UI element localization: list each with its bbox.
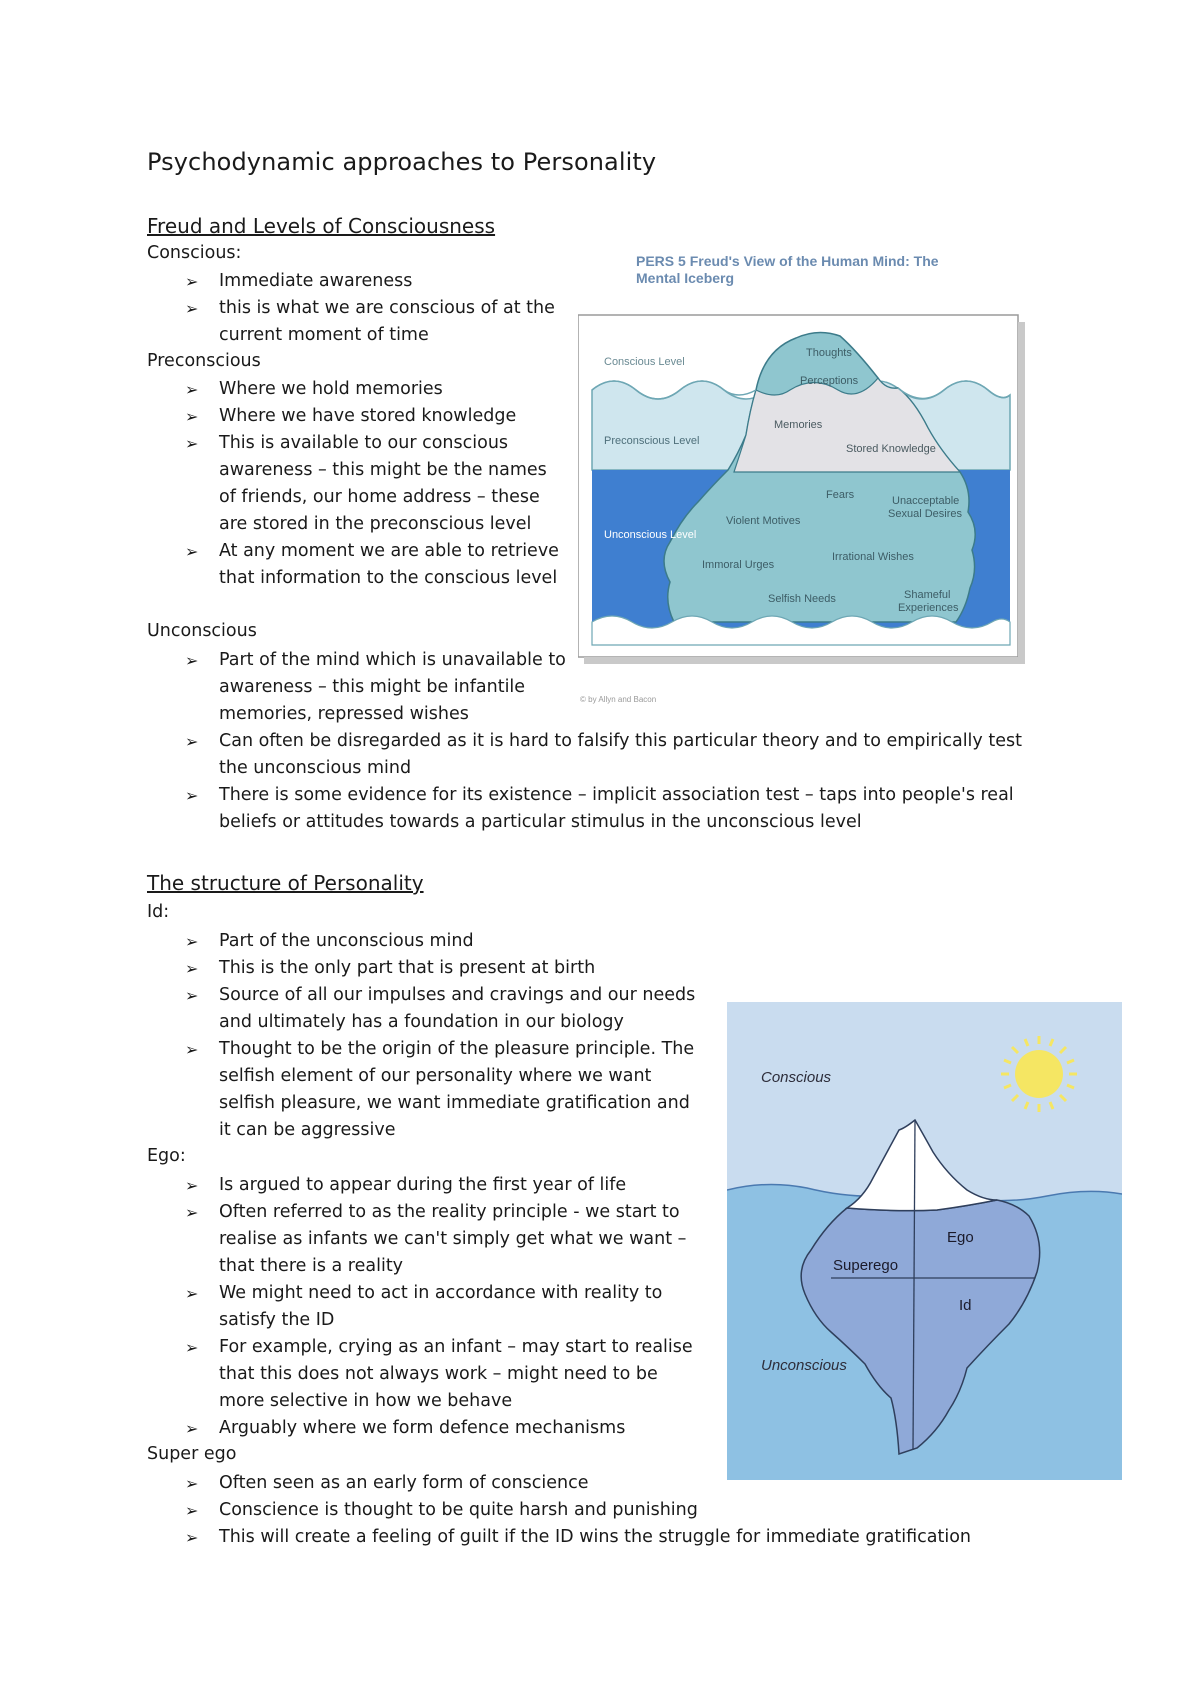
figure-title-line1: PERS 5 Freud's View of the Human Mind: The [636,253,939,269]
list-item: ➢ Arguably where we form defence mechanisms [185,1415,707,1442]
label-ego: Ego [947,1229,974,1246]
label-conscious: Conscious [761,1069,832,1086]
label-stored-knowledge: Stored Knowledge [846,443,936,455]
list-item: ➢ this is what we are conscious of at the current moment of time [185,295,555,349]
conscious-list [185,268,555,349]
unconscious-label: Unconscious [147,621,257,641]
figure-credit: © by Allyn and Bacon [580,695,657,704]
id-list [185,928,707,1144]
label-irrational-wishes: Irrational Wishes [832,551,914,563]
arrow-bullet-icon: ➢ [185,542,199,561]
label-shameful-line1: Shameful [904,589,951,601]
label-thoughts: Thoughts [806,347,852,359]
preconscious-label: Preconscious [147,351,261,371]
page-title: Psychodynamic approaches to Personality [147,148,657,176]
label-selfish-needs: Selfish Needs [768,593,836,605]
list-item: ➢ For example, crying as an infant – may start to realise that this does not always work – might need to be more selective in how we behave [185,1334,707,1415]
preconscious-list [185,376,560,592]
label-unconscious: Unconscious [761,1357,847,1374]
arrow-bullet-icon: ➢ [185,1474,199,1493]
label-shameful-line2: Experiences [898,602,959,614]
arrow-bullet-icon: ➢ [185,932,199,951]
list-item: ➢ This will create a feeling of guilt if the ID wins the struggle for immediate gratification [185,1524,1045,1551]
arrow-bullet-icon: ➢ [185,1338,199,1357]
arrow-bullet-icon: ➢ [185,1284,199,1303]
arrow-bullet-icon: ➢ [185,651,199,670]
arrow-bullet-icon: ➢ [185,959,199,978]
arrow-bullet-icon: ➢ [185,1501,199,1520]
id-label: Id: [147,902,170,922]
list-item: ➢ At any moment we are able to retrieve that information to the conscious level [185,538,560,592]
label-perceptions: Perceptions [800,375,859,387]
arrow-bullet-icon: ➢ [185,986,199,1005]
list-item: ➢ This is the only part that is present at birth [185,955,707,982]
personality-iceberg-diagram [727,1002,1122,1480]
personality-iceberg-figure [727,1002,1122,1480]
section-heading-structure: The structure of Personality [147,871,424,895]
arrow-bullet-icon: ➢ [185,1040,199,1059]
list-item: ➢ Often seen as an early form of conscience [185,1470,1045,1497]
ego-label: Ego: [147,1146,186,1166]
label-memories: Memories [774,419,823,431]
label-immoral-urges: Immoral Urges [702,559,775,571]
ego-list [185,1172,707,1442]
label-conscious-level: Conscious Level [604,356,685,368]
list-item: ➢ There is some evidence for its existence – implicit association test – taps into people's real beliefs or attitudes towards a particular stimulus in the unconscious level [185,782,1055,836]
list-item: ➢ Where we hold memories [185,376,560,403]
list-item: ➢ This is available to our conscious awareness – this might be the names of friends, our home address – these are stored in the preconscious level [185,430,560,538]
arrow-bullet-icon: ➢ [185,732,199,751]
arrow-bullet-icon: ➢ [185,434,199,453]
list-item: ➢ Immediate awareness [185,268,555,295]
list-item: ➢ Where we have stored knowledge [185,403,560,430]
arrow-bullet-icon: ➢ [185,299,199,318]
mental-iceberg-diagram [578,250,1030,710]
superego-label: Super ego [147,1444,237,1464]
list-item: ➢ Part of the unconscious mind [185,928,707,955]
arrow-bullet-icon: ➢ [185,1176,199,1195]
label-unconscious-level: Unconscious Level [604,529,697,541]
label-preconscious-level: Preconscious Level [604,435,700,447]
label-id: Id [959,1297,972,1314]
arrow-bullet-icon: ➢ [185,407,199,426]
arrow-bullet-icon: ➢ [185,1528,199,1547]
list-item: ➢ Source of all our impulses and cravings and our needs and ultimately has a foundation in our biology [185,982,707,1036]
list-item: ➢ Is argued to appear during the first year of life [185,1172,707,1199]
arrow-bullet-icon: ➢ [185,380,199,399]
arrow-bullet-icon: ➢ [185,1203,199,1222]
list-item: ➢ Thought to be the origin of the pleasure principle. The selfish element of our personality where we want selfish pleasure, we want immediate gratification and it can be aggressive [185,1036,707,1144]
figure-title-line2: Mental Iceberg [636,270,735,286]
list-item: ➢ Part of the mind which is unavailable to awareness – this might be infantile memories, repressed wishes [185,647,599,728]
mental-iceberg-figure [578,250,1030,710]
label-unacceptable-line1: Unacceptable [892,495,960,507]
list-item: ➢ We might need to act in accordance with reality to satisfy the ID [185,1280,707,1334]
arrow-bullet-icon: ➢ [185,786,199,805]
label-unacceptable-line2: Sexual Desires [888,508,962,520]
arrow-bullet-icon: ➢ [185,272,199,291]
label-fears: Fears [826,489,855,501]
superego-list [185,1470,1045,1551]
list-item: ➢ Can often be disregarded as it is hard to falsify this particular theory and to empirically test the unconscious mind [185,728,1055,782]
section-heading-consciousness: Freud and Levels of Consciousness [147,214,496,238]
arrow-bullet-icon: ➢ [185,1419,199,1438]
conscious-label: Conscious: [147,243,242,263]
label-violent-motives: Violent Motives [726,515,801,527]
list-item: ➢ Often referred to as the reality principle - we start to realise as infants we can't simply get what we want – that there is a reality [185,1199,707,1280]
label-superego: Superego [833,1257,899,1274]
list-item: ➢ Conscience is thought to be quite harsh and punishing [185,1497,1045,1524]
